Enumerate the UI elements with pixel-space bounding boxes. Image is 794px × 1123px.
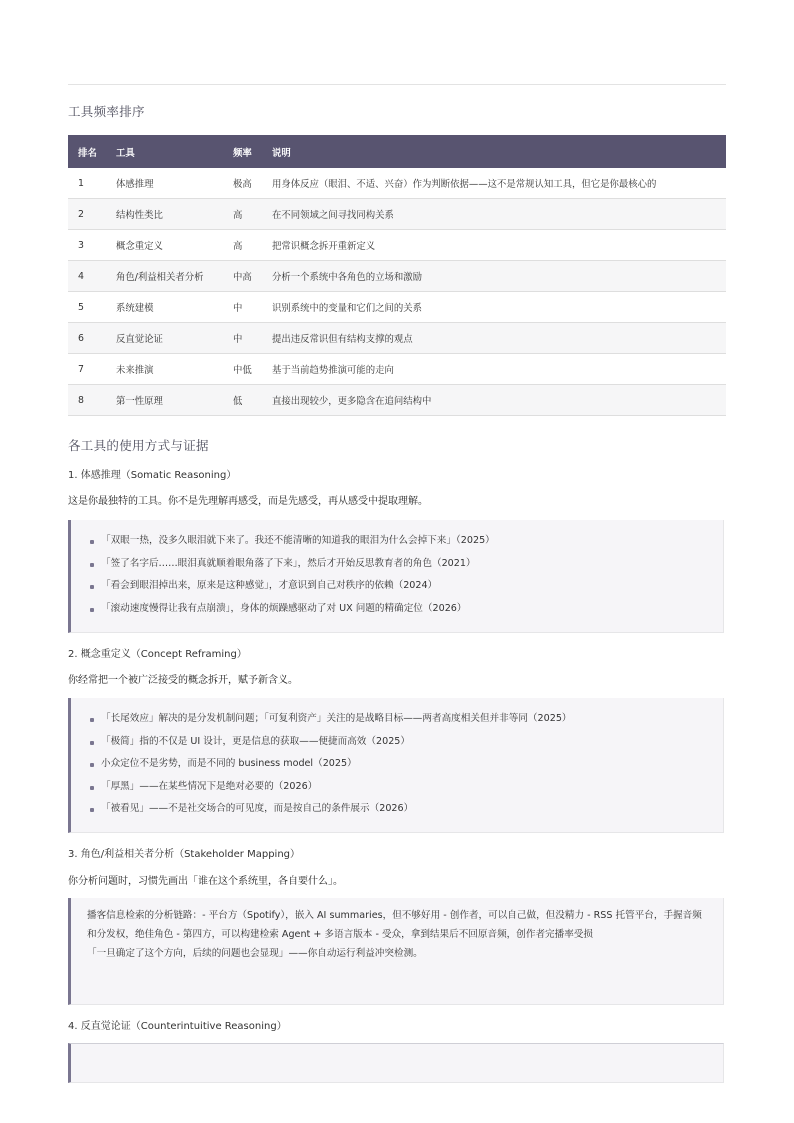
cell-description: 提出违反常识但有结构支撑的观点	[262, 323, 726, 354]
cell-tool: 体感推理	[106, 168, 223, 199]
list-item: 「看会到眼泪掉出来，原来是这种感觉」，才意识到自己对秩序的依赖（2024）	[71, 575, 723, 598]
cell-frequency: 中低	[223, 354, 262, 385]
table-row	[68, 230, 726, 261]
table-row	[68, 323, 726, 354]
header-frequency: 频率	[223, 135, 262, 168]
cell-description: 用身体反应（眼泪、不适、兴奋）作为判断依据——这不是常规认知工具，但它是你最核心的	[262, 168, 726, 199]
header-rank: 排名	[68, 135, 106, 168]
cell-rank: 5	[68, 292, 106, 323]
list-item: 「厚黑」——在某些情况下是绝对必要的（2026）	[71, 776, 723, 799]
cell-rank: 2	[68, 199, 106, 230]
list-item: 「极简」指的不仅是 UI 设计，更是信息的获取——便捷而高效（2025）	[71, 731, 723, 754]
cell-tool: 未来推演	[106, 354, 223, 385]
s4-quote-block	[68, 1043, 724, 1083]
usage-section-title: 各工具的使用方式与证据	[68, 438, 209, 453]
list-item: 「签了名字后……眼泪真就顺着眼角落了下来」，然后才开始反思教育者的角色（2021）	[71, 553, 723, 576]
list-item: 「长尾效应」解决的是分发机制问题；「可复利资产」关注的是战略目标——两者高度相关但并非等同（2025）	[71, 708, 723, 731]
cell-frequency: 高	[223, 199, 262, 230]
table-row	[68, 354, 726, 385]
cell-tool: 系统建模	[106, 292, 223, 323]
cell-tool: 结构性类比	[106, 199, 223, 230]
table-header-row	[68, 135, 726, 168]
table-row	[68, 292, 726, 323]
s2-quote-block	[68, 698, 724, 833]
s3-block-quote: 「一旦确定了这个方向，后续的问题也会显现」——你自动运行利益冲突检测。	[87, 948, 423, 959]
s3-intro: 你分析问题时，习惯先画出「谁在这个系统里，各自要什么」。	[68, 876, 343, 887]
cell-rank: 8	[68, 385, 106, 416]
header-tool: 工具	[106, 135, 223, 168]
s3-quote-block	[68, 898, 724, 1005]
table-row	[68, 168, 726, 199]
list-item: 「双眼一热，没多久眼泪就下来了。我还不能清晰的知道我的眼泪为什么会掉下来」（2025）	[71, 530, 723, 553]
cell-frequency: 低	[223, 385, 262, 416]
cell-rank: 7	[68, 354, 106, 385]
cell-frequency: 中	[223, 323, 262, 354]
frequency-table	[68, 135, 726, 416]
cell-frequency: 中	[223, 292, 262, 323]
header-description: 说明	[262, 135, 726, 168]
s3-heading: 3. 角色/利益相关者分析（Stakeholder Mapping）	[68, 849, 301, 860]
table-row	[68, 385, 726, 416]
cell-description: 直接出现较少，更多隐含在追问结构中	[262, 385, 726, 416]
cell-tool: 角色/利益相关者分析	[106, 261, 223, 292]
list-item: 「滚动速度慢得让我有点崩溃」，身体的烦躁感驱动了对 UX 问题的精确定位（2026）	[71, 598, 723, 621]
cell-description: 分析一个系统中各角色的立场和激励	[262, 261, 726, 292]
list-item: 「被看见」——不是社交场合的可见度，而是按自己的条件展示（2026）	[71, 798, 723, 821]
cell-rank: 3	[68, 230, 106, 261]
s2-heading: 2. 概念重定义（Concept Reframing）	[68, 649, 247, 660]
cell-rank: 1	[68, 168, 106, 199]
cell-tool: 概念重定义	[106, 230, 223, 261]
cell-frequency: 中高	[223, 261, 262, 292]
table-row	[68, 261, 726, 292]
s1-quote-block	[68, 520, 724, 633]
s3-block-text: 播客信息检索的分析链路：- 平台方（Spotify），嵌入 AI summaries，但不够好用 - 创作者，可以自己做，但没精力 - RSS 托管平台，手握音频和分发权，绝佳角色 - 第四方，可以构建检索 Agent + 多语言版本 - 受众，拿到结果后不回原音频，创作者完播率受损	[87, 910, 702, 940]
cell-frequency: 高	[223, 230, 262, 261]
freq-section-title: 工具频率排序	[68, 104, 145, 119]
cell-description: 基于当前趋势推演可能的走向	[262, 354, 726, 385]
top-divider	[68, 84, 726, 85]
cell-tool: 反直觉论证	[106, 323, 223, 354]
cell-rank: 4	[68, 261, 106, 292]
s2-intro: 你经常把一个被广泛接受的概念拆开，赋予新含义。	[68, 675, 298, 686]
cell-description: 在不同领域之间寻找同构关系	[262, 199, 726, 230]
cell-tool: 第一性原理	[106, 385, 223, 416]
s1-heading: 1. 体感推理（Somatic Reasoning）	[68, 470, 237, 481]
list-item: 小众定位不是劣势，而是不同的 business model（2025）	[71, 753, 723, 776]
s4-heading: 4. 反直觉论证（Counterintuitive Reasoning）	[68, 1021, 287, 1032]
s1-intro: 这是你最独特的工具。你不是先理解再感受，而是先感受，再从感受中提取理解。	[68, 496, 428, 507]
table-row	[68, 199, 726, 230]
cell-rank: 6	[68, 323, 106, 354]
cell-description: 识别系统中的变量和它们之间的关系	[262, 292, 726, 323]
cell-description: 把常识概念拆开重新定义	[262, 230, 726, 261]
cell-frequency: 极高	[223, 168, 262, 199]
